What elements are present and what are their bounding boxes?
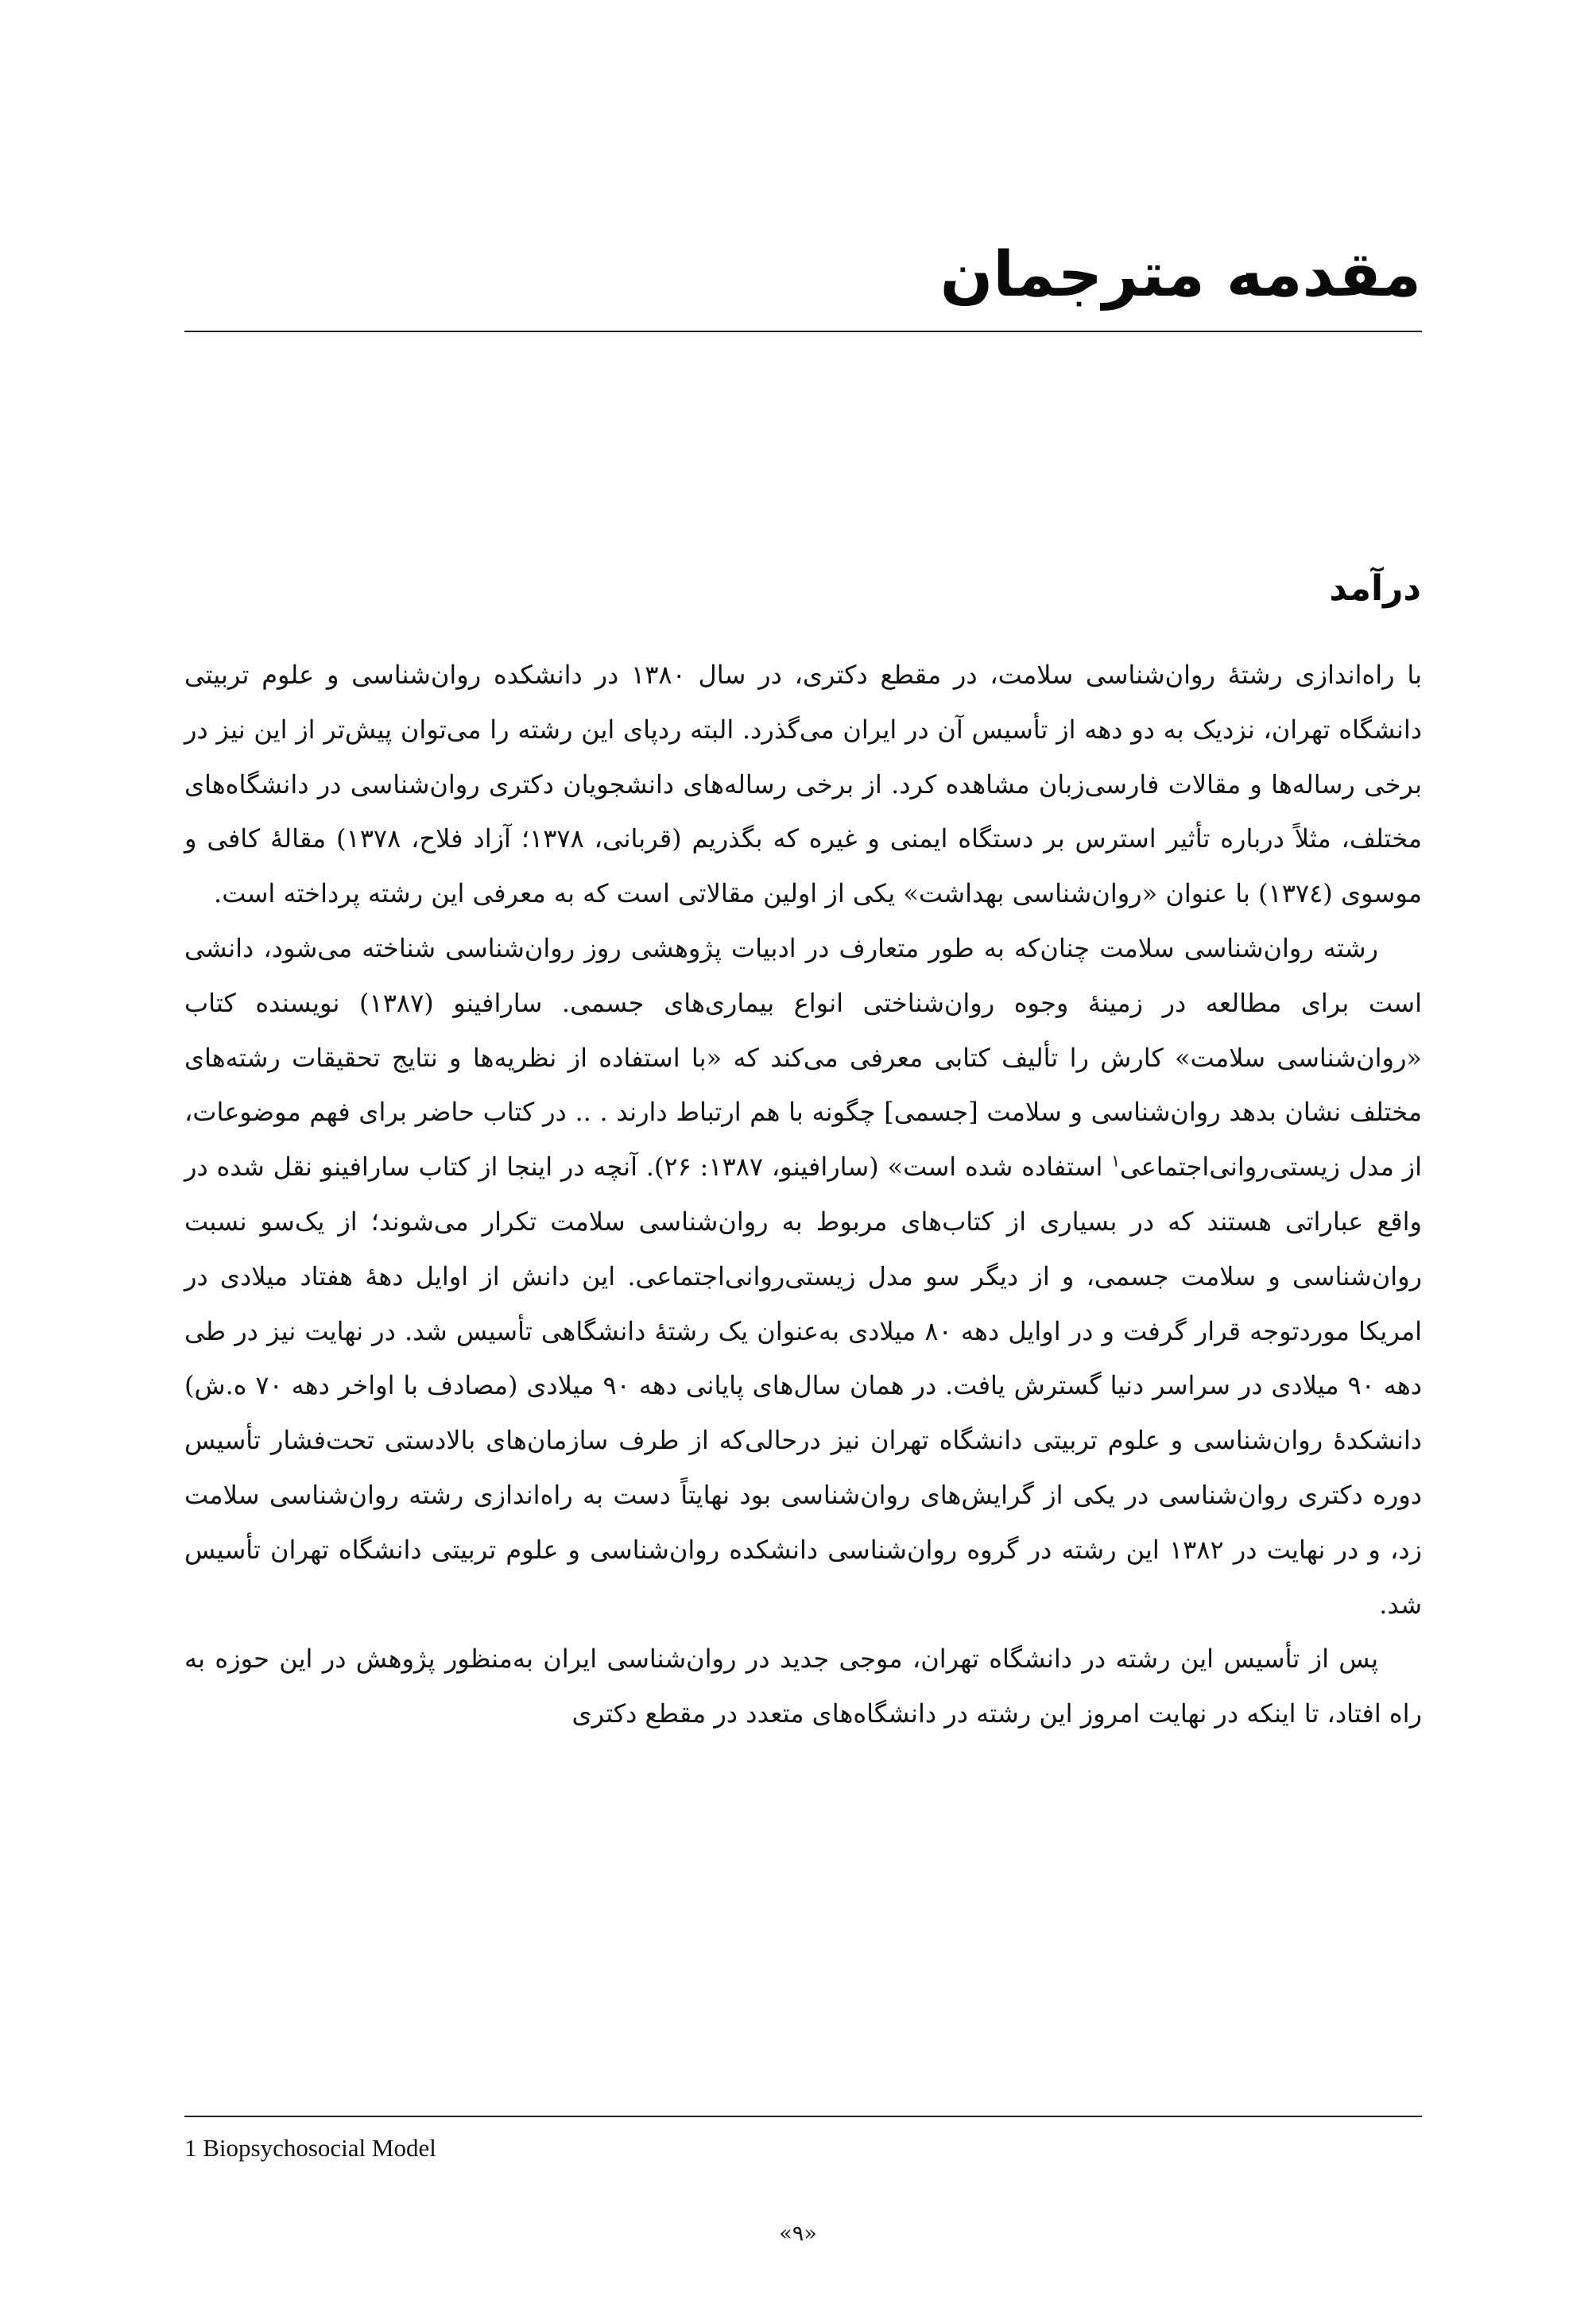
section-heading: درآمد (1329, 568, 1421, 609)
paragraph-2 (184, 921, 1422, 1632)
footnote-reference: ۱ (1111, 1151, 1120, 1171)
paragraph-2-part-2: استفاده شده است» (سارافینو، ۱۳۸۷: ۲۶). آنچه در اینجا از کتاب سارافینو نقل شده در واقع عباراتی هستند که در بسیاری از کتاب‌های مربوط به روان‌شناسی سلامت تکرار می‌شوند؛ از یک‌سو نسبت روان‌شناسی و سلامت جسمی، و از دیگر سو مدل زیستی‌روانی‌اجتماعی. این دانش از اوایل دههٔ هفتاد میلادی در امریکا موردتوجه قرار گرفت و در اوایل دهه ۸۰ میلادی به‌عنوان یک رشتهٔ دانشگاهی تأسیس شد. در نهایت نیز در طی دهه ۹۰ میلادی در سراسر دنیا گسترش یافت. در همان سال‌های پایانی دهه ۹۰ میلادی (مصادف با اواخر دهه ۷۰ ه.ش) دانشکدهٔ روان‌شناسی و علوم تربیتی دانشگاه تهران نیز درحالی‌که از طرف سازمان‌های بالادستی تحت‌فشار تأسیس دوره دکتری روان‌شناسی در یکی از گرایش‌های روان‌شناسی بود نهایتاً دست به راه‌اندازی رشته روان‌شناسی سلامت زد، و در نهایت در ۱۳۸۲ این رشته در گروه روان‌شناسی دانشکده روان‌شناسی و علوم تربیتی دانشگاه تهران تأسیس شد. (184, 1152, 1423, 1620)
paragraph-1: با راه‌اندازی رشتهٔ روان‌شناسی سلامت، در مقطع دکتری، در سال ۱۳۸۰ در دانشکده روان‌شناسی و علوم تربیتی دانشگاه تهران، نزدیک به دو دهه از تأسیس آن در ایران می‌گذرد. البته ردپای این رشته را می‌توان پیش‌تر از این نیز در برخی رساله‌ها و مقالات فارسی‌زبان مشاهده کرد. از برخی رساله‌های دانشجویان دکتری روان‌شناسی در دانشگاه‌های مختلف، مثلاً درباره تأثیر استرس بر دستگاه ایمنی و غیره که بگذریم (قربانی، ۱۳۷۸؛ آزاد فلاح، ۱۳۷۸) مقالهٔ کافی و موسوی (۱۳۷٤) با عنوان «روان‌شناسی بهداشت» یکی از اولین مقالاتی است که به معرفی این رشته پرداخته است. (184, 660, 1423, 909)
chapter-title: مقدمه مترجمان (939, 239, 1421, 311)
title-divider (184, 331, 1422, 332)
footnote-divider (184, 2116, 1422, 2117)
paragraph-3: پس از تأسیس این رشته در دانشگاه تهران، موجی جدید در روان‌شناسی ایران به‌منظور پژوهش در این حوزه به راه افتاد، تا اینکه در نهایت امروز این رشته در دانشگاه‌های متعدد در مقطع دکتری (184, 1644, 1422, 1729)
body-text (184, 648, 1422, 1741)
paragraph-2-part-1: رشته روان‌شناسی سلامت چنان‌که به طور متعارف در ادبیات پژوهشی روز روان‌شناسی شناخته می‌شود، دانشی است برای مطالعه در زمینهٔ وجوه روان‌شناختی انواع بیماری‌های جسمی. سارافینو (۱۳۸۷) نویسنده کتاب «روان‌شناسی سلامت» کارش را تألیف کتابی معرفی می‌کند که «با استفاده از نظریه‌ها و نتایج تحقیقات رشته‌های مختلف نشان بدهد روان‌شناسی و سلامت [جسمی] چگونه با هم ارتباط دارند . .. در کتاب حاضر برای فهم موضوعات، از مدل زیستی‌روانی‌اجتماعی (184, 932, 1423, 1183)
footnote: 1 Biopsychosocial Model (184, 2134, 436, 2162)
page-number: «۹» (779, 2221, 817, 2246)
